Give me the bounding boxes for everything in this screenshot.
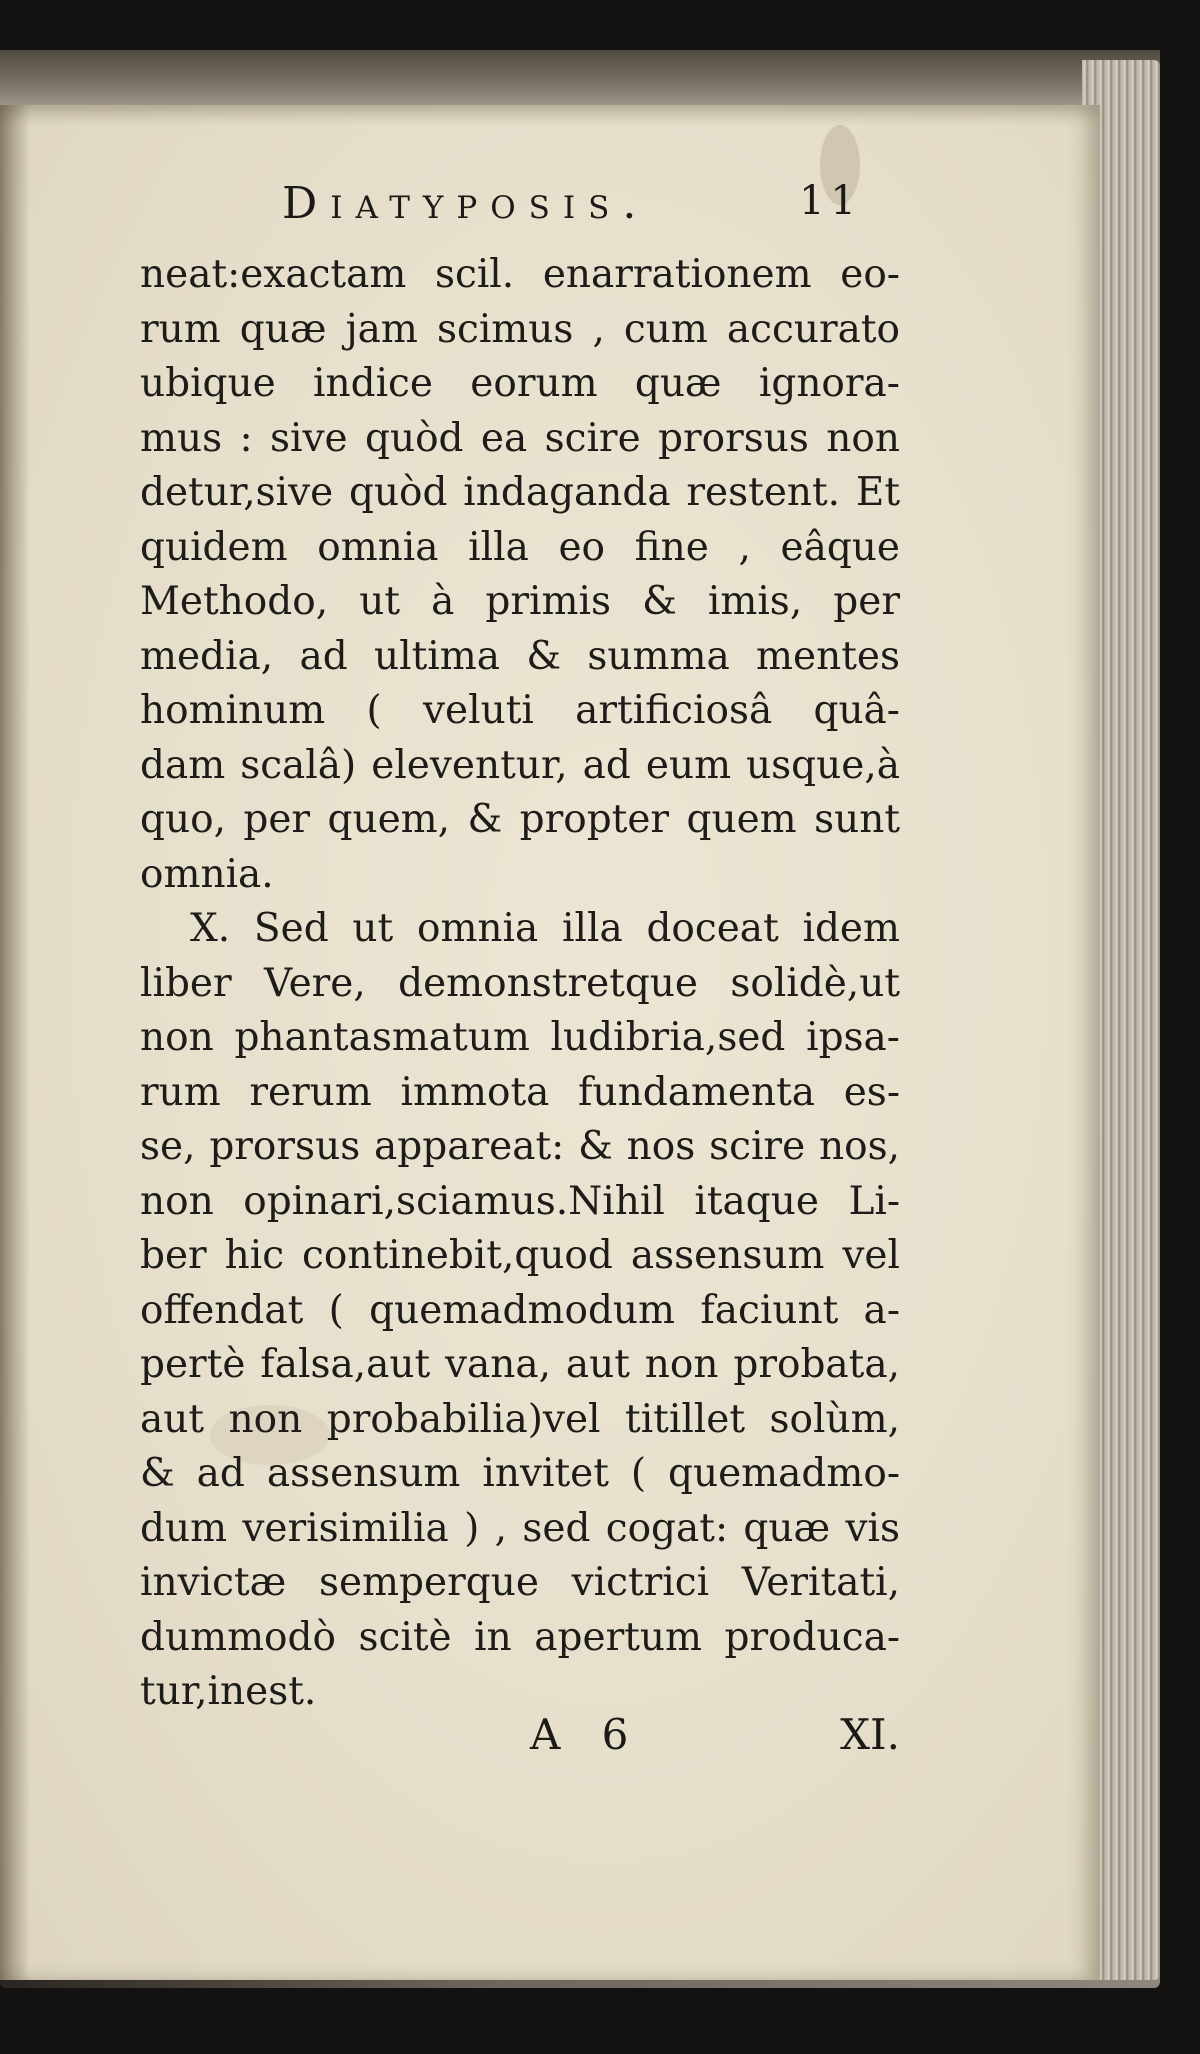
text-line: omnia. (140, 851, 274, 897)
text-line: non phantasmatum ludibria,sed ipsa- (140, 1015, 900, 1060)
text-line: dum verisimilia ) , sed cogat: quæ vis (140, 1505, 900, 1551)
text-line: & ad assensum invitet ( quemadmo- (140, 1451, 900, 1496)
book-top-edge (0, 50, 1160, 110)
text-line: quidem omnia illa eo fine , eâque (140, 524, 900, 570)
text-line: offendat ( quemadmodum faciunt a- (140, 1287, 900, 1333)
text-line: se, prorsus appareat: & nos scire nos, (140, 1124, 900, 1169)
page-gutter-shadow (0, 105, 30, 1980)
text-line: detur,sive quòd indaganda restent. Et (140, 470, 900, 515)
text-line: mus : sive quòd ea scire prorsus non (140, 415, 900, 461)
text-line: liber Vere, demonstretque solidè,ut (140, 960, 900, 1006)
text-line: dam scalâ) eleventur, ad eum usque,à (140, 742, 900, 788)
signature-mark: A 6 (530, 1710, 643, 1759)
text-line: pertè falsa,aut vana, aut non probata, (140, 1342, 900, 1387)
paragraph-start-line: X. Sed ut omnia illa doceat idem (190, 906, 900, 951)
text-line: dummodò scitè in apertum produca- (140, 1614, 900, 1660)
text-line: ubique indice eorum quæ ignora- (140, 361, 900, 406)
page-number: 11 (799, 178, 862, 224)
text-line: quo, per quem, & propter quem sunt (140, 797, 900, 842)
catchword: XI. (840, 1710, 900, 1759)
text-line: aut non probabilia)vel titillet solùm, (140, 1396, 900, 1442)
text-line: media, ad ultima & summa mentes (140, 633, 900, 679)
page-footer (530, 1710, 900, 1770)
text-line: ber hic continebit,quod assensum vel (140, 1233, 900, 1278)
text-line: rum rerum immota fundamenta es- (140, 1069, 900, 1115)
text-line: rum quæ jam scimus , cum accurato (140, 306, 900, 352)
body-text (140, 248, 900, 1720)
page-header (282, 178, 862, 238)
text-line: neat:exactam scil. enarrationem eo- (140, 252, 900, 297)
text-line: hominum ( veluti artificiosâ quâ- (140, 688, 900, 733)
text-line: Methodo, ut à primis & imis, per (140, 579, 900, 624)
text-line: invictæ semperque victrici Veritati, (140, 1560, 900, 1605)
running-title: Diatyposis. (282, 178, 650, 229)
text-line: non opinari,sciamus.Nihil itaque Li- (140, 1178, 900, 1224)
text-line: tur,inest. (140, 1669, 317, 1714)
